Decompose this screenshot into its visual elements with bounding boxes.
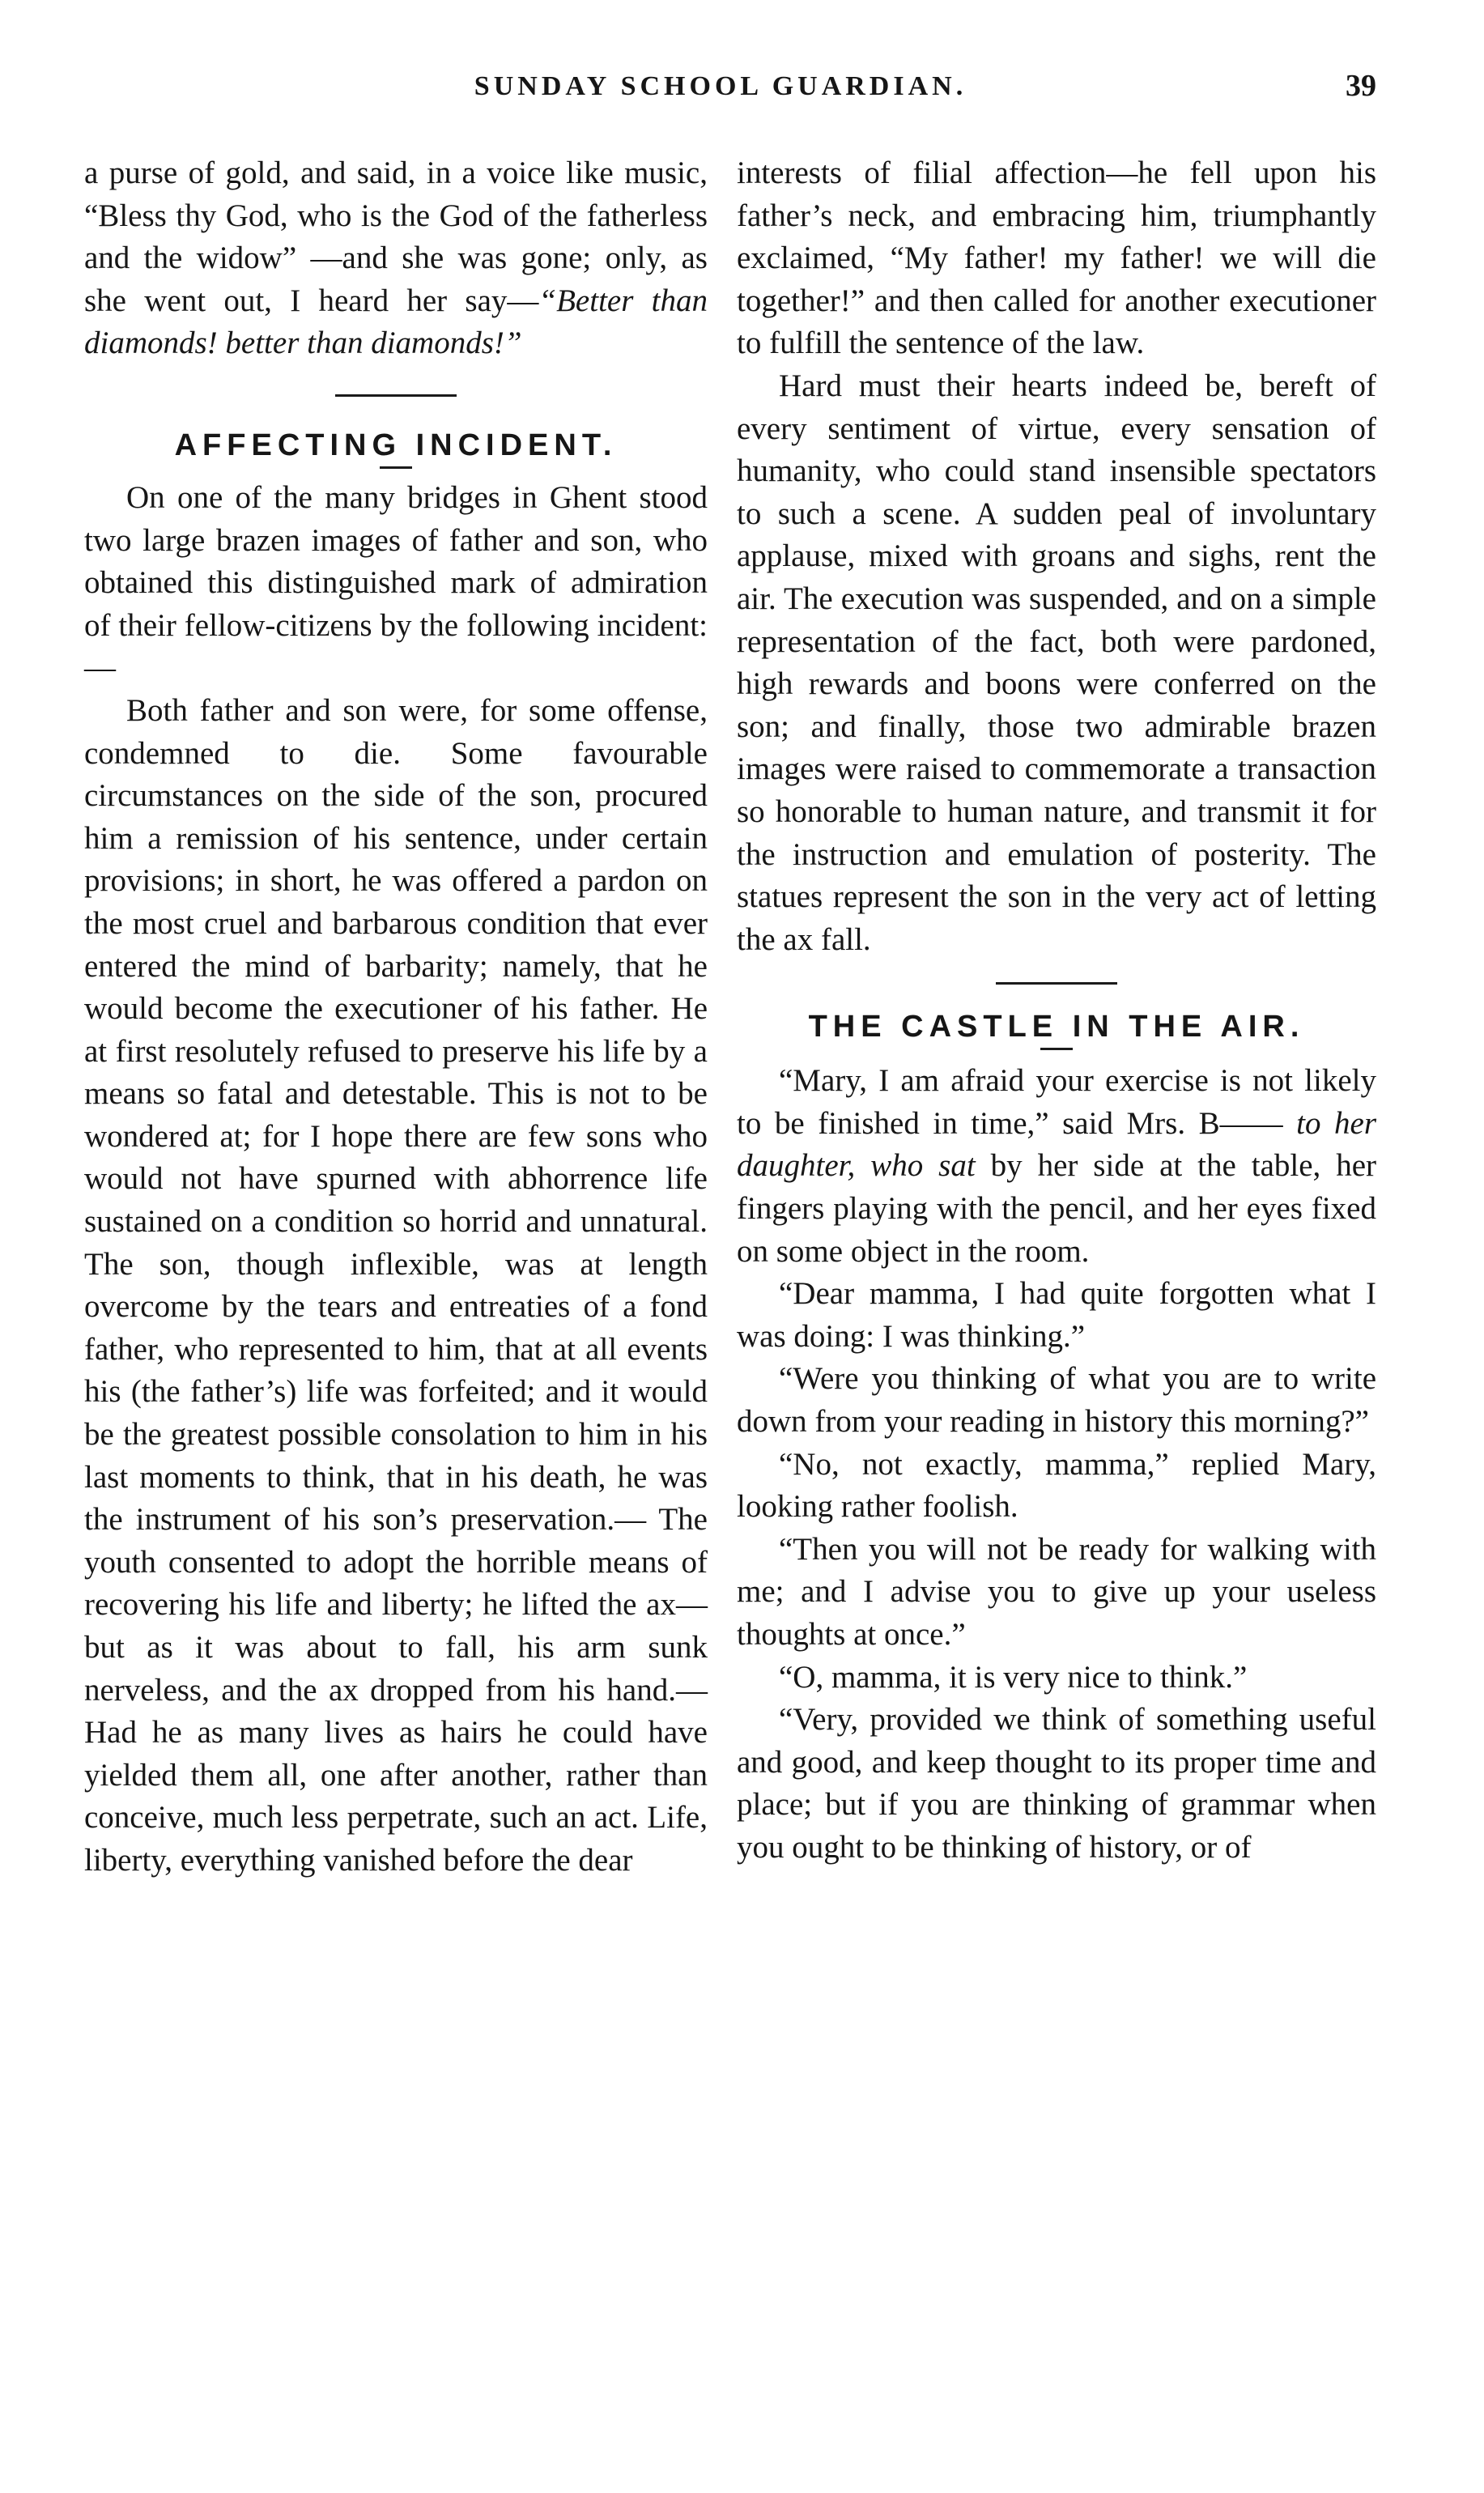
opening-paragraph-text: a purse of gold, and said, in a voice like music, “Bless thy God, who is the God of the fatherless and the widow” —and she was gone; only, as she went out, I heard her say— <box>84 155 708 318</box>
section-heading-castle-in-the-air: THE CASTLE IN THE AIR. <box>808 1010 1305 1044</box>
paragraph: “O, mamma, it is very nice to think.” <box>779 1659 1248 1695</box>
dialogue-text: “Mary, I am afraid your exercise is not likely to be finished in time,” said Mrs. B—— <box>737 1063 1376 1141</box>
dialogue-paragraph <box>737 1060 1376 1273</box>
dialogue-text-continued: by her side at the table, her fingers playing with the pencil, and her eyes fixed on some object in the room. <box>737 1148 1377 1269</box>
paragraph: “Very, provided we think of something useful and good, and keep thought to its proper time and place; but if you are thinking of grammar when you ought to be thinking of history, or of <box>737 1702 1376 1865</box>
paragraph: “Were you thinking of what you are to write down from your reading in history this morning?” <box>737 1361 1376 1440</box>
page-number: 39 <box>1346 69 1376 103</box>
heading-underline <box>380 466 412 469</box>
opening-paragraph <box>84 152 708 365</box>
section-divider <box>335 394 457 397</box>
opening-paragraph-italic-quote: “Better than diamonds! better than diamonds!” <box>84 283 708 361</box>
right-column <box>737 152 1376 1870</box>
paragraph: Hard must their hearts indeed be, bereft of every sentiment of virtue, every sensation of humanity, who could stand insensible spectators to such a scene. A sudden peal of involuntary applause, mixed with groans and sighs, rent the air. The execution was suspended, and on a simple representation of the fact, both were pardoned, high rewards and boons were conferred on the son; and finally, those two admirable brazen images were raised to commemorate a transaction so honorable to human nature, and transmit it for the instruction and emulation of posterity. The statues represent the son in the very act of letting the ax fall. <box>737 368 1376 957</box>
paragraph: On one of the many bridges in Ghent stood two large brazen images of father and son, who obtained this distinguished mark of admiration of their fellow-citizens by the following incident:— <box>84 479 708 686</box>
section-divider <box>996 982 1117 985</box>
running-title: SUNDAY SCHOOL GUARDIAN. <box>474 71 967 101</box>
dialogue-italic-text: to her daughter, who sat <box>737 1105 1377 1184</box>
paragraph: interests of filial affection—he fell upon his father’s neck, and embracing him, triumphantly exclaimed, “My father! my father! we will die together!” and then called for another executioner to fulfill the sentence of the law. <box>737 155 1376 361</box>
paragraph: “No, not exactly, mamma,” replied Mary, looking rather foolish. <box>737 1446 1376 1525</box>
paragraph: “Then you will not be ready for walking with me; and I advise you to give up your useless thoughts at once.” <box>737 1531 1376 1652</box>
paragraph: “Dear mamma, I had quite forgotten what I was doing: I was thinking.” <box>737 1276 1376 1354</box>
paragraph: Both father and son were, for some offense, condemned to die. Some favourable circumstances on the side of the son, procured him a remission of his sentence, under certain provisions; in short, he was offered a pardon on the most cruel and barbarous condition that ever entered the mind of barbarity; namely, that he would become the executioner of his father. He at first resolutely refused to preserve his life by a means so fatal and detestable. This is not to be wondered at; for I hope there are few sons who would not have spurned with abhorrence life sustained on a condition so horrid and unnatural. The son, though inflexible, was at length overcome by the tears and entreaties of a fond father, who represented to him, that at all events his (the father’s) life was forfeited; and it would be the greatest possible consolation to him in his last moments to think, that in his death, he was the instrument of his son’s preservation.— The youth consented to adopt the horrible means of recovering his life and liberty; he lifted the ax—but as it was about to fall, his arm sunk nerveless, and the ax dropped from his hand.— Had he as many lives as hairs he could have yielded them all, one after another, rather than conceive, much less perpetrate, such an act. Life, liberty, everything vanished before the dear <box>84 692 708 1878</box>
running-header <box>0 71 1484 120</box>
section-heading-affecting-incident: AFFECTING INCIDENT. <box>174 428 618 462</box>
heading-underline <box>1040 1048 1073 1050</box>
left-column <box>84 152 708 1883</box>
